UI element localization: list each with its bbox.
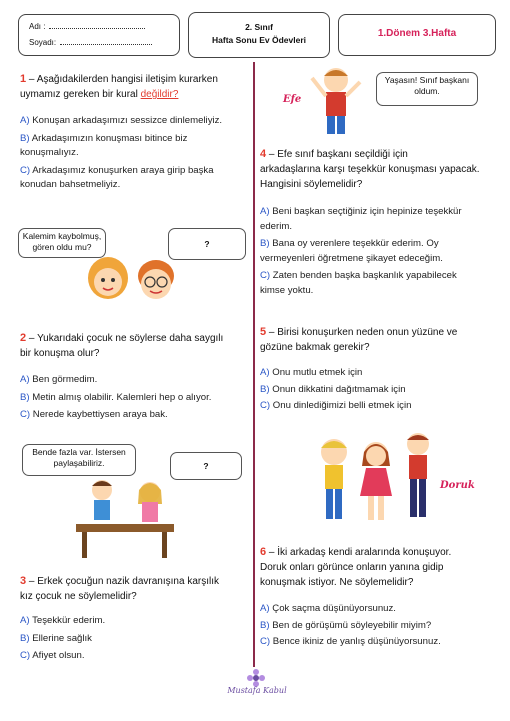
name-box [18,14,180,56]
option-b[interactable]: B) Metin almış olabilir. Kalemleri hep o alıyor. [20,391,212,403]
option-b[interactable]: B) Ellerine sağlık [20,632,92,644]
option-a[interactable]: A) Beni başkan seçtiğiniz için hepinize teşekkür [260,206,462,217]
question-2: 2 – Yukarıdaki çocuk ne söylerse daha saygılı bir konuşma olur? [20,332,224,359]
option-c-cont: kimse yoktu. [260,284,314,296]
question-6-options [260,602,500,650]
column-divider [253,62,255,667]
question-1-options [20,114,250,193]
option-c[interactable]: C) Bence ikiniz de yanlış düşünüyorsunuz. [260,636,441,647]
subtitle: Hafta Sonu Ev Ödevleri [212,35,306,45]
children-bench-illustration [70,474,180,562]
doruk-name-label: Doruk [440,480,475,491]
reply-bubble: ? [170,452,242,480]
speech-bubble-pen: Kalemim kaybolmuş, gören oldu mu? [18,228,106,258]
question-5: 5 – Birisi konuşurken neden onun yüzüne ve gözüne bakmak gerekir? [260,326,458,353]
title-box [188,12,330,58]
option-b[interactable]: B) Onun dikkatini dağıtmamak için [260,383,406,395]
term-label: 1.Dönem 3.Hafta [377,28,457,39]
boy-face [138,260,174,299]
option-a[interactable]: A) Çok saçma düşünüyorsunuz. [260,603,396,614]
question-3-options [20,614,250,664]
three-children-illustration [312,430,442,530]
question-1: 1 – Aşağıdakilerden hangisi iletişim kurarken uymamız gereken bir kural değildir? [20,73,218,100]
option-c[interactable]: C) Afiyet olsun. [20,650,85,661]
option-b[interactable]: B) Ben de görüşümü söyleyebilir miyim? [260,619,432,631]
speech-bubble-share: Bende fazla var. İstersen paylaşabiliriz. [22,444,136,476]
question-5-options [260,366,500,414]
question-3: 3 – Erkek çocuğun nazik davranışına karşılık kız çocuk ne söylemelidir? [20,575,219,602]
question-4: 4 – Efe sınıf başkanı seçildiği için arkadaşlarına karşı teşekkür konuşması yapacak. Hangisini söylemelidir? [260,148,480,190]
option-c-cont: konudan bahsetmeliyiz. [20,179,121,190]
option-b[interactable]: B) Arkadaşımızın konuşması bitince biz [20,132,188,144]
question-6: 6 – İki arkadaş kendi aralarında konuşuyor. Doruk onları görünce onların yanına gidip konuşmak istiyor. Ne söylemelidir? [260,546,452,588]
question-4-options [260,205,500,298]
option-c[interactable]: C) Onu dinlediğimizi belli etmek için [260,400,412,411]
speech-bubble-efe: Yaşasın! Sınıf başkanı oldum. [376,72,478,106]
children-faces-illustration [60,252,210,312]
option-c[interactable]: C) Nerede kaybettiysen araya bak. [20,409,168,420]
option-a[interactable]: A) Ben görmedim. [20,374,98,385]
option-a-cont: ederim. [260,220,292,232]
option-a[interactable]: A) Onu mutlu etmek için [260,367,363,378]
term-box [338,14,496,56]
surname-field[interactable]: Soyadı: [29,38,152,47]
efe-illustration [306,64,366,142]
boy-left [321,439,347,519]
efe-name-label: Efe [283,94,302,105]
girl-face [88,257,128,299]
name-field[interactable]: Adı : [29,22,145,31]
option-b-cont: konuşmalıyız. [20,147,79,158]
flower-icon [246,668,266,688]
girl-middle [360,442,392,520]
option-b-cont: vermeyenleri öğretmene şikayet edeceğim. [260,252,443,264]
option-b[interactable]: B) Bana oy verenlere teşekkür ederim. Oy [260,238,439,249]
reply-bubble: ? [168,228,246,260]
option-c[interactable]: C) Zaten benden başka başkanlık yapabilecek [260,270,457,281]
author-signature: Mustafa Kabul [227,686,287,695]
grade-title: 2. Sınıf [245,22,273,32]
option-a[interactable]: A) Teşekkür ederim. [20,615,106,626]
question-2-options [20,373,250,423]
boy-right-doruk [407,433,429,517]
option-c[interactable]: C) Arkadaşımız konuşurken araya girip başka [20,164,214,176]
option-a[interactable]: A) Konuşan arkadaşımızı sessizce dinlemeliyiz. [20,115,223,126]
